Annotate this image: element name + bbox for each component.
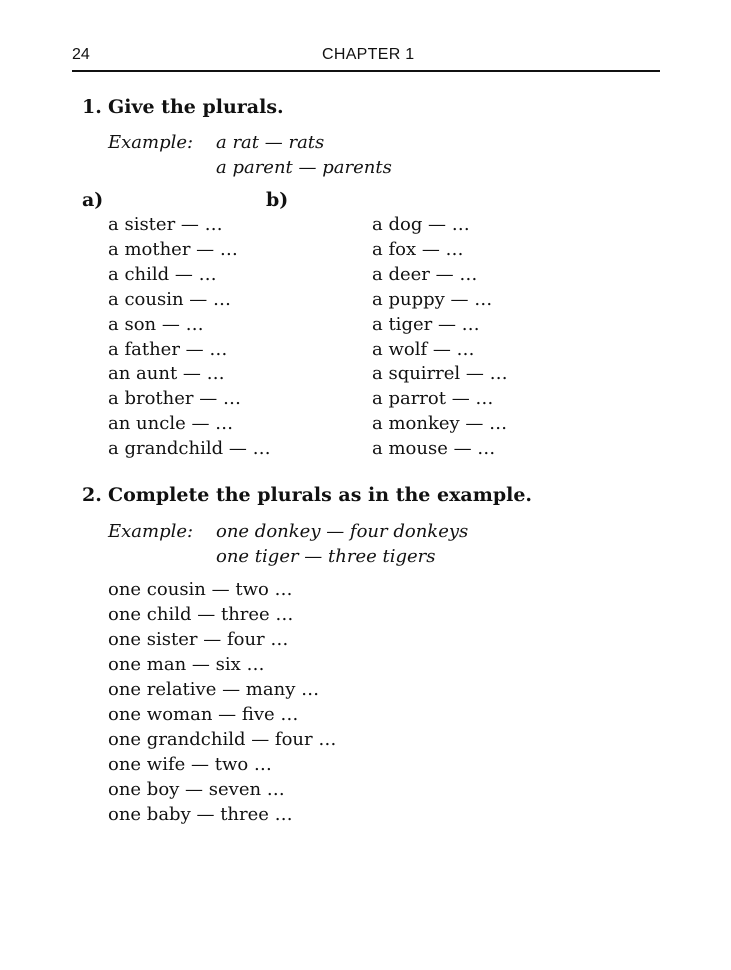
list-item: a deer — … xyxy=(372,263,478,285)
list-item: a wolf — … xyxy=(372,338,475,360)
example-line: a parent — parents xyxy=(216,157,392,178)
exercise-1-heading xyxy=(82,96,284,118)
list-item: one wife — two … xyxy=(108,754,272,775)
list-item: a squirrel — … xyxy=(372,363,508,385)
page-number: 24 xyxy=(72,46,90,63)
list-item: a son — … xyxy=(108,313,204,335)
page-header xyxy=(72,46,660,70)
list-item: a brother — … xyxy=(108,388,241,410)
list-item: a mother — … xyxy=(108,238,238,260)
exercise-2-number: 2. xyxy=(82,484,102,506)
list-item: a fox — … xyxy=(372,238,464,260)
list-item: a cousin — … xyxy=(108,288,231,310)
list-item: an aunt — … xyxy=(108,363,225,385)
example-line: one donkey — four donkeys xyxy=(216,521,469,542)
list-item: an uncle — … xyxy=(108,413,234,435)
column-b-label: b) xyxy=(266,189,289,211)
list-item: one sister — four … xyxy=(108,629,289,650)
header-rule xyxy=(72,70,660,72)
list-item: a parrot — … xyxy=(372,388,494,410)
example-line: a rat — rats xyxy=(216,132,325,153)
exercise-2-list xyxy=(108,577,336,827)
column-a-label: a) xyxy=(82,189,104,211)
list-item: one woman — five … xyxy=(108,704,299,725)
exercise-1-number: 1. xyxy=(82,96,102,118)
example-line: one tiger — three tigers xyxy=(216,546,436,567)
exercise-2-example xyxy=(108,519,528,571)
list-item: one baby — three … xyxy=(108,804,293,825)
column-b-list xyxy=(372,213,508,462)
list-item: a father — … xyxy=(108,338,228,360)
list-item: a mouse — … xyxy=(372,438,496,460)
example-label: Example: xyxy=(108,521,194,542)
list-item: one boy — seven … xyxy=(108,779,285,800)
list-item: a child — … xyxy=(108,263,217,285)
list-item: a grandchild — … xyxy=(108,438,271,460)
list-item: one child — three … xyxy=(108,604,294,625)
exercise-1-title: Give the plurals. xyxy=(108,96,284,118)
list-item: one cousin — two … xyxy=(108,579,293,600)
example-label: Example: xyxy=(108,132,194,153)
list-item: one grandchild — four … xyxy=(108,729,337,750)
exercise-2-heading xyxy=(82,484,532,506)
exercise-1-example xyxy=(108,130,508,182)
list-item: a dog — … xyxy=(372,214,470,235)
exercise-2-title: Complete the plurals as in the example. xyxy=(108,484,533,506)
running-head: CHAPTER 1 xyxy=(322,46,415,63)
list-item: a puppy — … xyxy=(372,288,493,310)
list-item: a sister — … xyxy=(108,214,223,235)
column-a-list xyxy=(108,213,271,462)
list-item: one man — six … xyxy=(108,654,265,675)
list-item: a monkey — … xyxy=(372,413,508,435)
list-item: a tiger — … xyxy=(372,313,480,335)
list-item: one relative — many … xyxy=(108,679,320,700)
